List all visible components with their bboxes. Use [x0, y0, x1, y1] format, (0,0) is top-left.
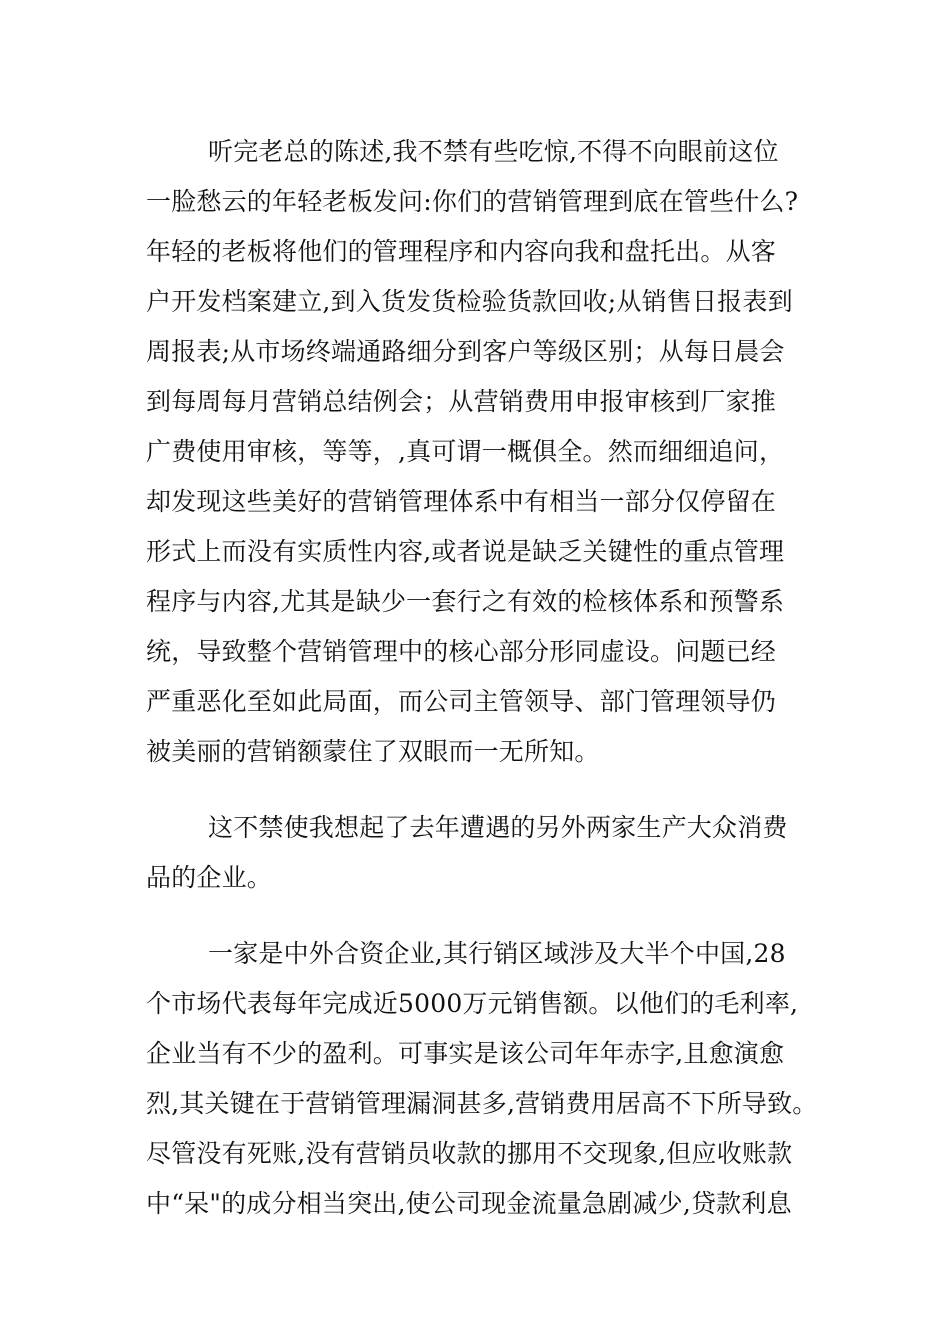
document-body	[146, 133, 818, 1235]
text-line: 形式上而没有实质性内容,或者说是缺乏关键性的重点管理	[146, 537, 785, 566]
text-line: 周报表;从市场终端通路细分到客户等级区别；从每日晨会	[146, 337, 785, 366]
text-line: 品的企业。	[146, 863, 273, 892]
text-line: 却发现这些美好的营销管理体系中有相当一部分仅停留在	[146, 487, 777, 516]
text-line: 尽管没有死账,没有营销员收款的挪用不交现象,但应收账款	[146, 1139, 793, 1168]
text-line: 烈,其关键在于营销管理漏洞甚多,营销费用居高不下所导致。	[146, 1089, 818, 1118]
text-line: 户开发档案建立,到入货发货检验货款回收;从销售日报表到	[146, 287, 793, 316]
text-line: 中“呆"的成分相当突出,使公司现金流量急剧减少,贷款利息	[146, 1189, 792, 1218]
text-line: 一脸愁云的年轻老板发问:你们的营销管理到底在管些什么?	[146, 187, 799, 216]
text-line: 年轻的老板将他们的管理程序和内容向我和盘托出。从客	[146, 237, 777, 266]
text-line: 企业当有不少的盈利。可事实是该公司年年赤字,且愈演愈	[146, 1039, 785, 1068]
paragraph-1	[146, 133, 812, 783]
paragraph-3	[146, 935, 818, 1235]
text-line: 严重恶化至如此局面，而公司主管领导、部门管理领导仍	[146, 687, 777, 716]
text-line: 统，导致整个营销管理中的核心部分形同虚设。问题已经	[146, 637, 777, 666]
paragraph-2	[146, 809, 812, 909]
text-line: 听完老总的陈述,我不禁有些吃惊,不得不向眼前这位	[208, 137, 779, 166]
text-line: 一家是中外合资企业,其行销区域涉及大半个中国,28	[208, 939, 786, 968]
text-line: 个市场代表每年完成近5000万元销售额。以他们的毛利率,	[146, 989, 799, 1018]
text-line: 到每周每月营销总结例会；从营销费用申报审核到厂家推	[146, 387, 777, 416]
text-line: 被美丽的营销额蒙住了双眼而一无所知。	[146, 737, 600, 766]
text-line: 广费使用审核，等等，,真可谓一概俱全。然而细细追问，	[146, 437, 785, 466]
text-line: 这不禁使我想起了去年遭遇的另外两家生产大众消费	[208, 813, 788, 842]
text-line: 程序与内容,尤其是缺少一套行之有效的检核体系和预警系	[146, 587, 785, 616]
